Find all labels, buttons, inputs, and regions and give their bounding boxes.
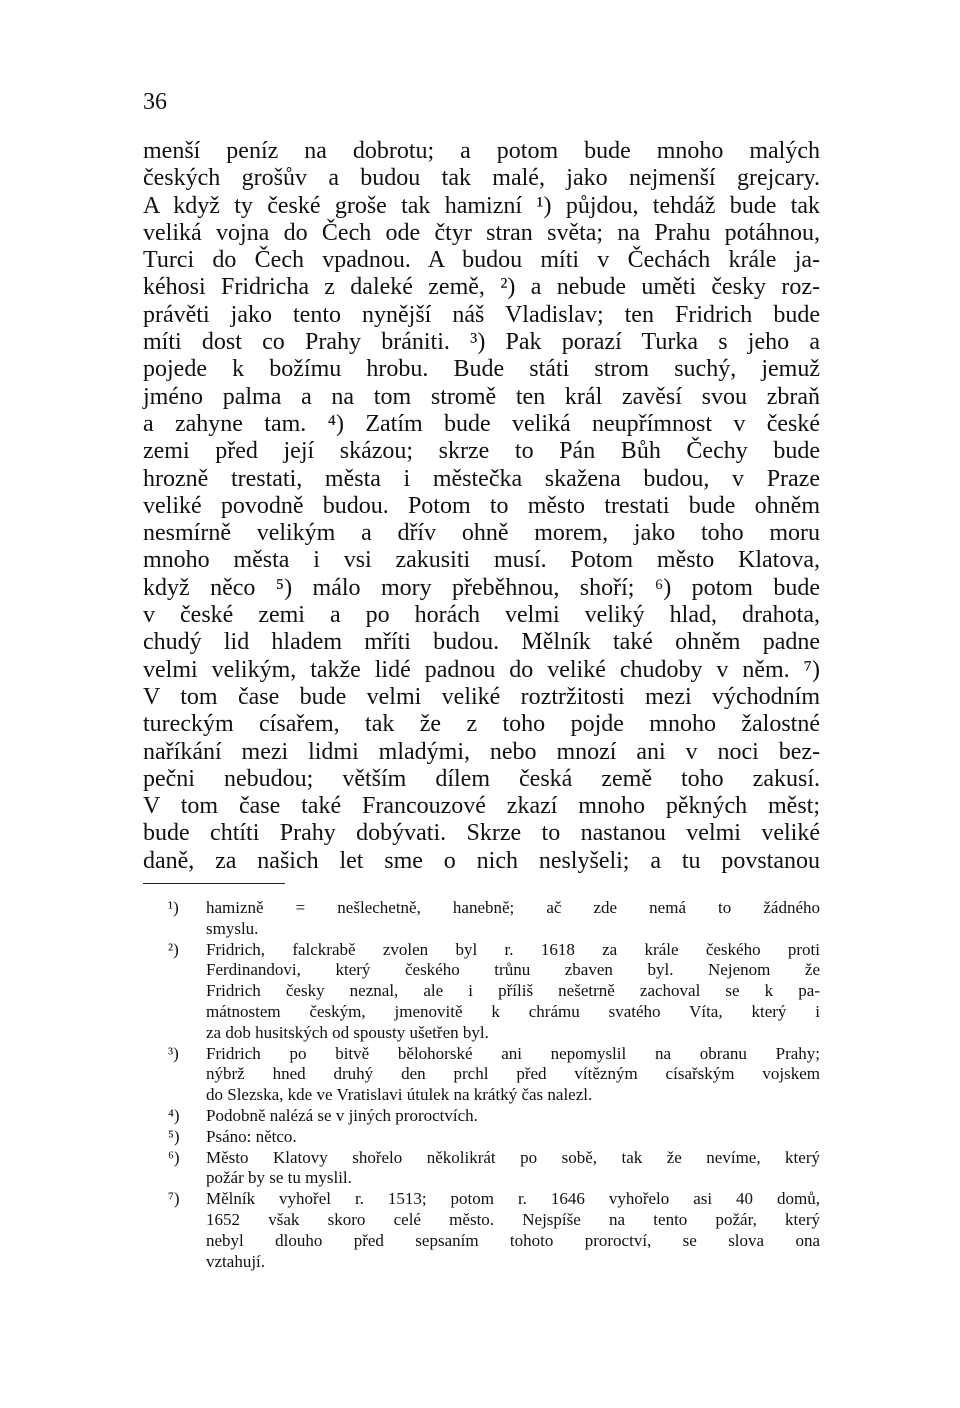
footnote-text: nýbrž hned druhý den prchl před vítězným císařským vojskem [206, 1064, 820, 1084]
text-line: a zahyne tam. ⁴) Zatím bude veliká neupřímnost v české [143, 410, 820, 437]
footnote-text: mátnostem českým, jmenovitě k chrámu svatého Víta, který i [206, 1001, 820, 1021]
text-line: naříkání mezi lidmi mladými, nebo mnozí ani v noci bez- [143, 738, 820, 765]
footnote-text: nebyl dlouho před sepsaním tohoto proroctví, se slova ona [206, 1230, 820, 1250]
text-line: menší peníz na dobrotu; a potom bude mnoho malých [143, 138, 820, 164]
footnote-line [168, 1044, 820, 1065]
text-line: jméno palma a na tom stromě ten král zavěsí svou zbraň [143, 383, 820, 410]
text-line: daně, za našich let sme o nich neslyšeli; a tu povstanou [143, 847, 820, 874]
text-line: veliké povodně budou. Potom to město trestati bude ohněm [143, 492, 820, 519]
footnote-line [168, 1231, 820, 1252]
footnote-text: vztahují. [206, 1251, 266, 1271]
footnote-text: Ferdinandovi, který českého trůnu zbaven byl. Nejenom že [206, 960, 820, 980]
footnote-text: Fridrich, falckrabě zvolen byl r. 1618 za krále českého proti [206, 939, 820, 959]
footnote-text: smyslu. [206, 918, 259, 938]
footnote-marker: ⁶) [168, 1147, 180, 1167]
text-line: hrozně trestati, města i městečka skažena budou, v Praze [143, 465, 820, 492]
text-line: pečni nebudou; větším dílem česká země toho zakusí. [143, 765, 820, 792]
footnote-line [168, 1252, 820, 1273]
text-line: Turci do Čech vpadnou. A budou míti v Čechách krále ja- [143, 247, 820, 274]
text-line: kéhosi Fridricha z daleké země, ²) a nebude uměti česky roz- [143, 274, 820, 301]
footnote-line [168, 1168, 820, 1189]
text-line: nesmírně velikým a dřív ohně morem, jako toho moru [143, 520, 820, 547]
footnote [168, 1106, 820, 1127]
footnote-line [168, 981, 820, 1002]
text-line: V tom čase také Francouzové zkazí mnoho pěkných měst; [143, 793, 820, 820]
footnote-text: za dob husitských od spousty ušetřen byl. [206, 1022, 489, 1042]
text-line: českých grošův a budou tak malé, jako nejmenší grejcary. [143, 165, 820, 192]
text-line: A když ty české groše tak hamizní ¹) půjdou, tehdáž bude tak [143, 192, 820, 219]
footnote-line [168, 1106, 820, 1127]
footnote-line [168, 1064, 820, 1085]
footnote-marker: ¹) [168, 898, 179, 917]
footnote-text: hamizně = nešlechetně, hanebně; ač zde nemá to žádného [206, 898, 820, 917]
footnote-text: do Slezska, kde ve Vratislavi útulek na krátký čas nalezl. [206, 1085, 593, 1105]
footnote-line [168, 1085, 820, 1106]
footnote-line [168, 1148, 820, 1169]
text-line: veliká vojna do Čech ode čtyr stran světa; na Prahu potáhnou, [143, 219, 820, 246]
footnote-marker: ⁷) [168, 1189, 180, 1209]
footnote-line [168, 898, 820, 919]
footnote-line [168, 960, 820, 981]
text-line: tureckým císařem, tak že z toho pojde mnoho žalostné [143, 711, 820, 738]
footnote-marker: ⁴) [168, 1105, 180, 1125]
footnote-line [168, 1002, 820, 1023]
footnote-line [168, 1127, 820, 1148]
footnote [168, 1127, 820, 1148]
footnote-line [168, 1189, 820, 1210]
text-line: zemi před její skázou; skrze to Pán Bůh Čechy bude [143, 438, 820, 465]
footnote-marker: ³) [168, 1043, 179, 1063]
footnote-line [168, 940, 820, 961]
main-text [143, 138, 820, 875]
footnote-text: Město Klatovy shořelo několikrát po sobě, tak že nevíme, který [206, 1147, 820, 1167]
footnote-separator [143, 883, 285, 884]
text-line: chudý lid hladem mříti budou. Mělník také ohněm padne [143, 629, 820, 656]
footnote-text: Psáno: nětco. [206, 1126, 297, 1146]
text-line: právěti jako tento nynější náš Vladislav; ten Fridrich bude [143, 301, 820, 328]
footnote-text: Mělník vyhořel r. 1513; potom r. 1646 vyhořelo asi 40 domů, [206, 1189, 820, 1209]
text-line: bude chtíti Prahy dobývati. Skrze to nastanou velmi veliké [143, 820, 820, 847]
text-line: když něco ⁵) málo mory přeběhnou, shoří; ⁶) potom bude [143, 574, 820, 601]
footnotes [168, 898, 820, 1272]
footnote-line [168, 1023, 820, 1044]
footnote-text: Fridrich česky neznal, ale i příliš nešetrně zachoval se k pa- [206, 981, 820, 1001]
footnote-line [168, 1210, 820, 1231]
text-line: v české zemi a po horách velmi veliký hlad, drahota, [143, 602, 820, 629]
footnote-text: 1652 však skoro celé město. Nejspíše na tento požár, který [206, 1209, 820, 1229]
page-number: 36 [143, 89, 167, 115]
text-line: V tom čase bude velmi veliké roztržitosti mezi východním [143, 683, 820, 710]
text-line: mnoho města i vsi zakusiti musí. Potom město Klatova, [143, 547, 820, 574]
footnote-text: Podobně nalézá se v jiných proroctvích. [206, 1105, 478, 1125]
footnote-marker: ⁵) [168, 1126, 180, 1146]
footnote [168, 940, 820, 1044]
footnote-line [168, 919, 820, 940]
footnote-text: požár by se tu myslil. [206, 1168, 352, 1188]
footnote [168, 898, 820, 940]
text-line: velmi velikým, takže lidé padnou do veliké chudoby v něm. ⁷) [143, 656, 820, 683]
footnote-marker: ²) [168, 939, 179, 959]
footnote [168, 1148, 820, 1190]
text-line: pojede k božímu hrobu. Bude státi strom suchý, jemuž [143, 356, 820, 383]
footnote [168, 1044, 820, 1106]
text-line: míti dost co Prahy brániti. ³) Pak porazí Turka s jeho a [143, 329, 820, 356]
footnote [168, 1189, 820, 1272]
footnote-text: Fridrich po bitvě bělohorské ani nepomyslil na obranu Prahy; [206, 1043, 820, 1063]
